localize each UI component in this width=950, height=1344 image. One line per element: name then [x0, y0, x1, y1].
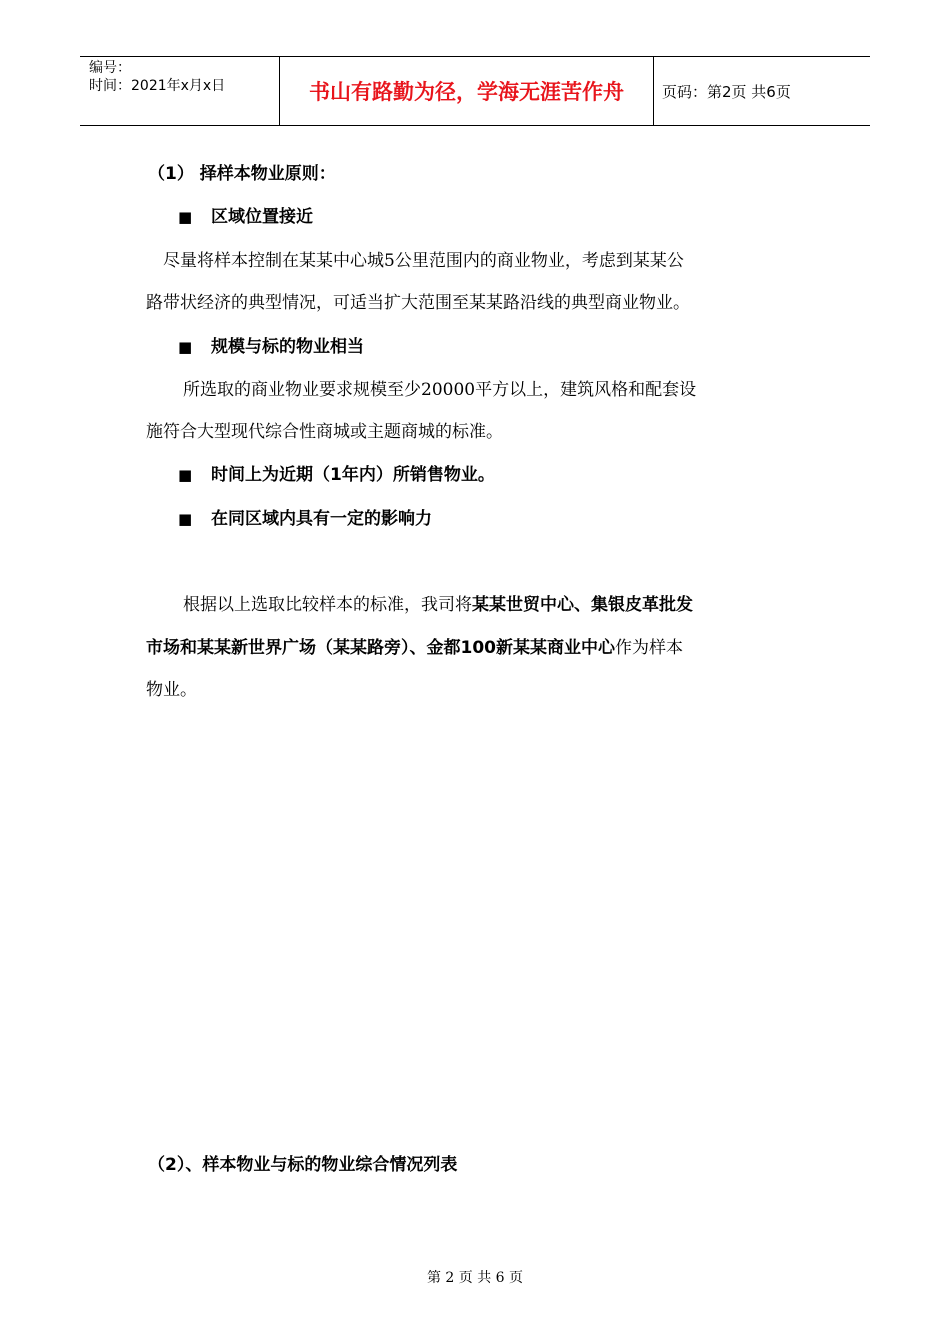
para1-line2: 路带状经济的典型情况，可适当扩大范围至某某路沿线的典型商业物业。: [146, 293, 690, 313]
bullet-square-icon: ■: [178, 208, 193, 226]
time-label: 时间：2021年x月x日: [89, 78, 226, 94]
para1-line1: 尽量将样本控制在某某中心城5公里范围内的商业物业，考虑到某某公: [163, 251, 684, 271]
bullet1-text: 区域位置接近: [211, 207, 313, 227]
section1-title: （1） 择样本物业原则：: [148, 164, 336, 184]
header-motto: 书山有路勤为径，学海无涯苦作舟: [280, 57, 654, 125]
conclusion-bold1: 某某世贸中心、集银皮革批发: [472, 595, 693, 615]
bullet-square-icon: ■: [178, 466, 193, 484]
bullet4-text: 在同区域内具有一定的影响力: [211, 509, 432, 529]
number-label: 编号：: [89, 60, 131, 76]
para2-line1: 所选取的商业物业要求规模至少20000平方以上，建筑风格和配套设: [183, 380, 697, 400]
bullet3-text: 时间上为近期（1年内）所销售物业。: [211, 465, 495, 485]
conclusion-post: 作为样本: [615, 638, 683, 658]
conclusion-line2: [146, 636, 683, 660]
conclusion-line3: 物业。: [146, 680, 197, 700]
bullet-square-icon: ■: [178, 338, 193, 356]
conclusion-line1: [183, 593, 693, 617]
bullet2-text: 规模与标的物业相当: [211, 337, 364, 357]
bullet-square-icon: ■: [178, 510, 193, 528]
page-footer: 第 2 页 共 6 页: [426, 1270, 524, 1286]
header-meta: [80, 57, 280, 125]
conclusion-pre: 根据以上选取比较样本的标准，我司将: [183, 595, 472, 615]
section2-title: （2）、样本物业与标的物业综合情况列表: [148, 1155, 458, 1175]
para2-line2: 施符合大型现代综合性商城或主题商城的标准。: [146, 422, 503, 442]
page-header: [80, 56, 870, 126]
header-page-info: 页码：第2页 共6页: [662, 82, 791, 101]
conclusion-bold2: 市场和某某新世界广场（某某路旁）、金都100新某某商业中心: [146, 638, 615, 658]
